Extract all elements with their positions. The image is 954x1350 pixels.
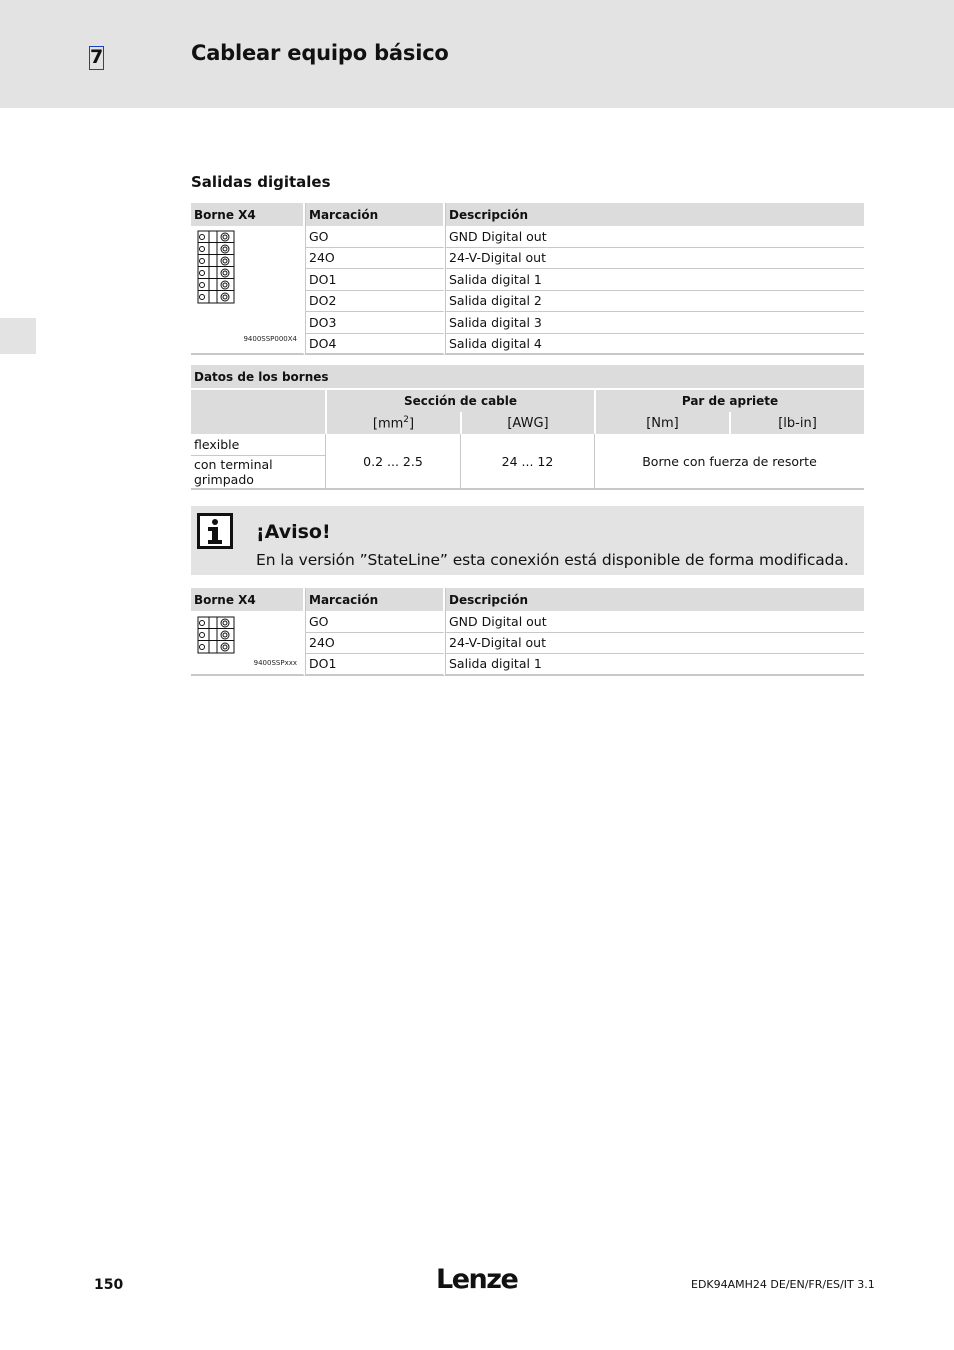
header-borne: Borne X4 xyxy=(191,203,305,226)
terminal-data-table xyxy=(191,365,864,490)
desc-cell: GND Digital out xyxy=(445,226,864,248)
row-label-flexible: flexible xyxy=(191,434,325,456)
desc-cell: Salida digital 1 xyxy=(445,654,864,676)
image-code: 9400SSP000X4 xyxy=(243,335,297,343)
desc-cell: Salida digital 4 xyxy=(445,334,864,356)
terminal-image-cell xyxy=(191,611,305,676)
mark-cell: 24O xyxy=(305,633,445,655)
terminal-table-x4-stateline xyxy=(191,588,864,676)
mark-cell: 24O xyxy=(305,248,445,270)
section-title: Salidas digitales xyxy=(191,173,331,191)
unit-mm2: $[mm^2]$ xyxy=(325,412,460,434)
header-marcacion: Marcación xyxy=(305,203,445,226)
value-torque: Borne con fuerza de resorte xyxy=(594,434,864,490)
desc-cell: Salida digital 1 xyxy=(445,269,864,291)
value-mm2: 0.2 ... 2.5 xyxy=(325,434,460,490)
mark-cell: GO xyxy=(305,611,445,633)
empty-header-cell xyxy=(191,390,325,434)
table-row xyxy=(191,611,864,633)
image-code: 9400SSPxxx xyxy=(253,659,297,667)
terminal-table-x4 xyxy=(191,203,864,355)
notice-text: En la versión ”StateLine” esta conexión está disponible de forma modificada. xyxy=(256,551,849,569)
desc-cell: Salida digital 3 xyxy=(445,312,864,334)
value-awg: 24 ... 12 xyxy=(460,434,594,490)
document-code: EDK94AMH24 DE/EN/FR/ES/IT 3.1 xyxy=(691,1278,875,1291)
unit-nm: [Nm] xyxy=(594,412,729,434)
header-descripcion: Descripción xyxy=(445,203,864,226)
cable-section-header: Sección de cable xyxy=(325,390,594,412)
desc-cell: GND Digital out xyxy=(445,611,864,633)
side-tab-marker xyxy=(0,318,36,354)
desc-cell: Salida digital 2 xyxy=(445,291,864,313)
header-marcacion: Marcación xyxy=(305,588,445,611)
header-band xyxy=(0,0,954,108)
desc-cell: 24-V-Digital out xyxy=(445,248,864,270)
terminal-image-cell xyxy=(191,226,305,355)
desc-cell: 24-V-Digital out xyxy=(445,633,864,655)
mark-cell: DO2 xyxy=(305,291,445,313)
chapter-number: 7 xyxy=(90,46,104,68)
notice-box xyxy=(191,506,864,575)
unit-lbin: [lb-in] xyxy=(729,412,864,434)
mark-cell: GO xyxy=(305,226,445,248)
row-label-crimped: con terminal grimpado xyxy=(191,456,325,490)
lenze-logo: Lenze xyxy=(436,1264,518,1295)
terminal-block-icon xyxy=(197,616,235,654)
mark-cell: DO3 xyxy=(305,312,445,334)
mark-cell: DO1 xyxy=(305,269,445,291)
torque-header: Par de apriete xyxy=(594,390,864,412)
table-row xyxy=(191,226,864,248)
mark-cell: DO1 xyxy=(305,654,445,676)
terminal-block-icon xyxy=(197,230,235,304)
info-icon xyxy=(197,513,233,549)
page-number: 150 xyxy=(94,1277,124,1293)
mark-cell: DO4 xyxy=(305,334,445,356)
unit-awg: [AWG] xyxy=(460,412,594,434)
header-borne: Borne X4 xyxy=(191,588,305,611)
table-header-row xyxy=(191,203,864,226)
notice-title: ¡Aviso! xyxy=(256,521,331,543)
table-header-row xyxy=(191,588,864,611)
chapter-title: Cablear equipo básico xyxy=(191,41,449,65)
header-descripcion: Descripción xyxy=(445,588,864,611)
terminal-data-title: Datos de los bornes xyxy=(191,365,864,388)
